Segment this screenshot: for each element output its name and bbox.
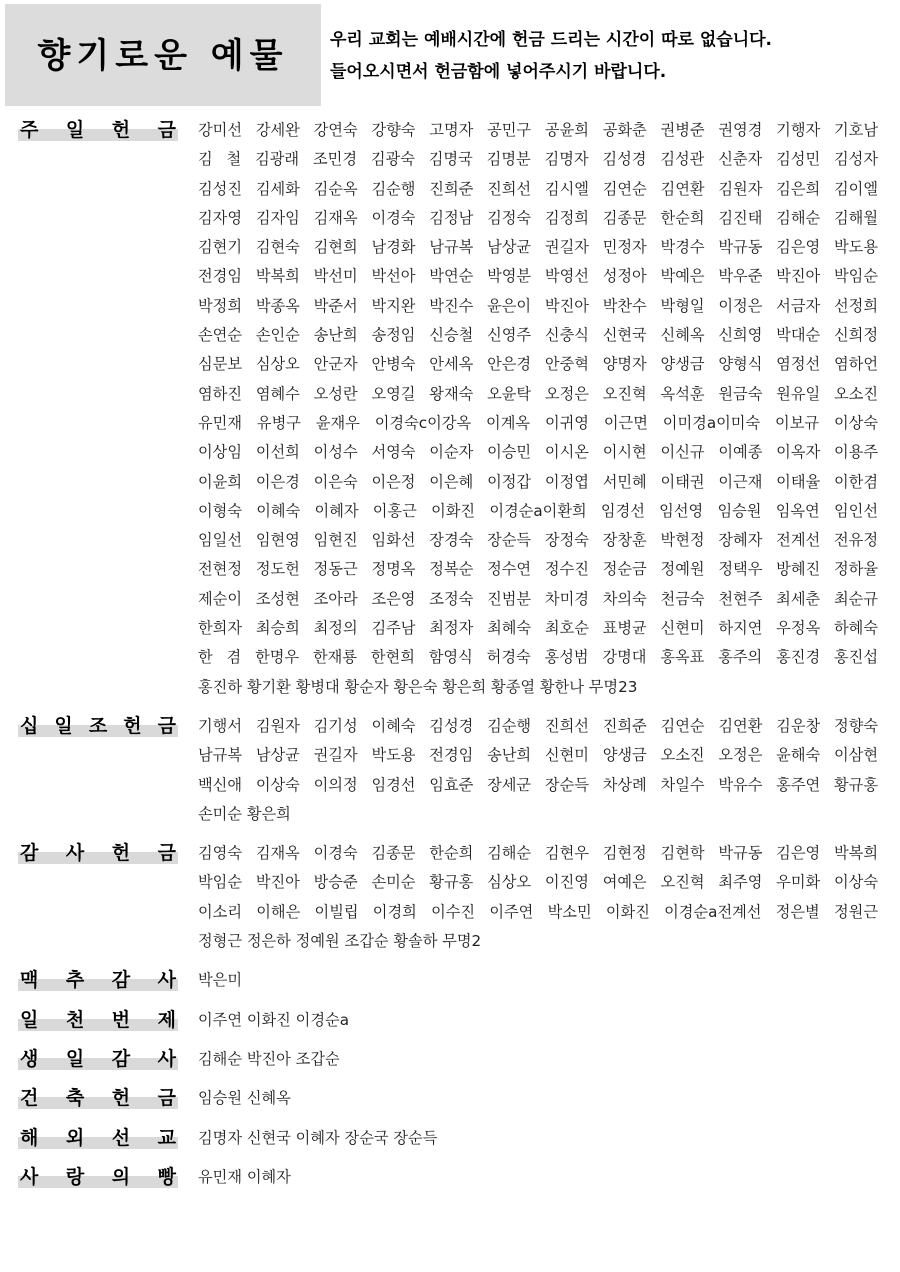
section-label-char: 외 [65, 1126, 85, 1149]
section-label-char: 금 [157, 119, 176, 141]
section-label [18, 970, 178, 991]
section-label-char: 주 [20, 119, 39, 141]
offering-section [0, 839, 900, 956]
section-label-char: 감 [111, 1048, 131, 1070]
donor-line: 손미순 황은희 [198, 804, 291, 823]
offering-section [0, 116, 900, 702]
donor-names [198, 712, 878, 829]
offering-notice [330, 24, 890, 88]
section-label-char: 헌 [111, 119, 131, 141]
donor-names [198, 966, 878, 995]
donor-line: 이주연 이화진 이경순a [198, 1010, 350, 1029]
section-label-char: 감 [111, 969, 131, 992]
donor-names [198, 1124, 878, 1153]
donor-line: 김자영 김자임 김재옥 이경숙 김정남 김정숙 김정희 김종문 한순희 김진태 김해순 김해월 [198, 208, 878, 227]
section-label-char: 헌 [123, 715, 142, 737]
donor-names [198, 1084, 878, 1113]
donor-line: 유민재 이혜자 [198, 1167, 291, 1186]
donor-names [198, 1006, 878, 1035]
donor-names [198, 1045, 878, 1074]
donor-line: 김현기 김현숙 김현희 남경화 남규복 남상균 권길자 민정자 박경수 박규동 김은영 박도용 [198, 238, 878, 257]
donor-names [198, 116, 878, 702]
donor-names [198, 1163, 878, 1192]
section-label [18, 1010, 178, 1031]
section-label-char: 일 [20, 1008, 39, 1031]
section-label-char: 해 [20, 1126, 39, 1149]
offering-section [0, 1006, 900, 1035]
section-label-char: 건 [20, 1087, 39, 1110]
section-label-char: 사 [20, 1165, 39, 1188]
section-label [18, 843, 178, 864]
section-label-char: 제 [157, 1008, 176, 1031]
notice-line-2: 들어오시면서 헌금함에 넣어주시기 바랍니다. [330, 62, 667, 82]
section-label-char: 맥 [20, 969, 39, 992]
donor-line: 김성진 김세화 김순옥 김순행 진희준 진희선 김시엘 김연순 김연환 김원자 김은희 김이엘 [198, 179, 878, 198]
section-label-char: 추 [65, 969, 85, 992]
donor-line: 김명자 신현국 이혜자 장순국 장순득 [198, 1128, 438, 1147]
section-label-char: 일 [65, 119, 85, 141]
section-label-char: 감 [20, 842, 39, 865]
donor-line: 임일선 임현영 임현진 임화선 장경숙 장순득 장정숙 장창훈 박현정 장혜자 전계선 전유정 [198, 531, 878, 550]
offering-section [0, 1163, 900, 1192]
donor-line: 이윤희 이은경 이은숙 이은정 이은혜 이정갑 이정엽 서민혜 이태권 이근재 이태율 이한겸 [198, 472, 878, 491]
section-label [18, 1049, 178, 1070]
offering-section [0, 966, 900, 995]
donor-line: 기행서 김원자 김기성 이혜숙 김성경 김순행 진희선 진희준 김연순 김연환 김운창 정향숙 [198, 717, 878, 735]
section-label-char: 축 [65, 1087, 85, 1110]
donor-line: 전현정 정도헌 정동근 정명옥 정복순 정수연 정수진 정순금 정예원 정택우 방혜진 정하율 [198, 560, 878, 579]
donor-line: 김 철 김광래 조민경 김광숙 김명국 김명분 김명자 김성경 김성관 신춘자 김성민 김성자 [198, 150, 878, 169]
offering-section [0, 1124, 900, 1153]
title-box [5, 4, 321, 106]
donor-line: 김영숙 김재옥 이경숙 김종문 한순희 김해순 김현우 김현정 김현학 박규동 김은영 박복희 [198, 844, 878, 863]
section-label-char: 빵 [157, 1165, 176, 1188]
offering-section [0, 712, 900, 829]
notice-line-1: 우리 교회는 예배시간에 헌금 드리는 시간이 따로 없습니다. [330, 30, 773, 50]
section-label [18, 120, 178, 141]
donor-line: 강미선 강세완 강연숙 강향숙 고명자 공민구 공윤희 공화춘 권병준 권영경 기행자 기호남 [198, 121, 878, 139]
section-label-char: 번 [111, 1008, 131, 1031]
donor-line: 염하진 염혜수 오성란 오영길 왕재숙 오윤탁 오정은 오진혁 옥석훈 원금숙 원유일 오소진 [198, 384, 878, 403]
donor-names [198, 839, 878, 956]
donor-line: 한 겸 한명우 한재룡 한현희 함영식 허경숙 홍성범 강명대 홍옥표 홍주의 홍진경 홍진섭 [198, 648, 878, 667]
donor-line: 임승원 신혜옥 [198, 1089, 291, 1108]
donor-line: 심문보 심상오 안군자 안병숙 안세옥 안은경 안중혁 양명자 양생금 양형식 염정선 염하언 [198, 355, 878, 374]
donor-line: 박은미 [198, 971, 243, 990]
donor-line: 박정희 박종옥 박준서 박지완 박진수 윤은이 박진아 박찬수 박형일 이정은 서금자 선정희 [198, 296, 878, 315]
donor-line: 제순이 조성현 조아라 조은영 조정숙 진범분 차미경 차의숙 천금숙 천현주 최세춘 최순규 [198, 589, 878, 608]
donor-line: 정형근 정은하 정예원 조갑순 황솔하 무명2 [198, 932, 482, 951]
section-label-char: 생 [20, 1048, 39, 1070]
section-label-char: 십 [20, 715, 39, 737]
section-label-char: 금 [157, 1087, 176, 1110]
section-label-char: 헌 [111, 842, 131, 865]
donor-line: 김해순 박진아 조갑순 [198, 1050, 340, 1068]
section-label-char: 선 [111, 1126, 131, 1149]
section-label [18, 1128, 178, 1149]
donor-line: 유민재 유병구 윤재우 이경숙c이강옥 이계옥 이귀영 이근면 이미경a이미숙 이보규 이상숙 [198, 413, 878, 432]
donor-line: 손연순 손인순 송난희 송정임 신승철 신영주 신충식 신현국 신혜옥 신희영 박대순 신희정 [198, 326, 878, 345]
offering-section [0, 1084, 900, 1113]
page-title: 향기로운 예물 [37, 35, 289, 76]
section-label-char: 사 [65, 842, 85, 865]
section-label [18, 716, 178, 737]
section-label [18, 1167, 178, 1188]
section-label-char: 금 [157, 842, 176, 865]
donor-line: 이형숙 이혜숙 이혜자 이홍근 이화진 이경순a이환희 임경선 임선영 임승원 임옥연 임인선 [198, 501, 878, 520]
section-label [18, 1088, 178, 1109]
section-label-char: 금 [157, 715, 176, 737]
donor-line: 전경임 박복희 박선미 박선아 박연순 박영분 박영선 성정아 박예은 박우준 박진아 박임순 [198, 267, 878, 286]
section-label-char: 의 [111, 1165, 131, 1188]
section-label-char: 헌 [111, 1087, 131, 1110]
donor-line: 박임순 박진아 방승준 손미순 황규홍 심상오 이진영 여예은 오진혁 최주영 우미화 이상숙 [198, 873, 878, 892]
donor-line: 남규복 남상균 권길자 박도용 전경임 송난희 신현미 양생금 오소진 오정은 윤해숙 이삼현 [198, 746, 878, 765]
donor-line: 홍진하 황기환 황병대 황순자 황은숙 황은희 황종열 황한나 무명23 [198, 677, 638, 696]
section-label-char: 조 [88, 715, 108, 737]
section-label-char: 일 [65, 1048, 85, 1070]
offering-section [0, 1045, 900, 1074]
section-label-char: 천 [65, 1008, 85, 1031]
donor-line: 이소리 이해은 이빌립 이경희 이수진 이주연 박소민 이화진 이경순a전계선 정은별 정원근 [198, 902, 878, 921]
section-label-char: 사 [157, 969, 176, 992]
section-label-char: 일 [54, 715, 73, 737]
donor-line: 백신애 이상숙 이의정 임경선 임효준 장세군 장순득 차상례 차일수 박유수 홍주연 황규홍 [198, 775, 878, 794]
section-label-char: 랑 [65, 1165, 85, 1188]
section-label-char: 사 [157, 1048, 176, 1070]
section-label-char: 교 [157, 1126, 176, 1149]
donor-line: 한희자 최승희 최정의 김주남 최정자 최혜숙 최호순 표병균 신현미 하지연 우정옥 하혜숙 [198, 619, 878, 638]
donor-line: 이상임 이선희 이성수 서영숙 이순자 이승민 이시온 이시현 이신규 이예종 이옥자 이용주 [198, 443, 878, 462]
